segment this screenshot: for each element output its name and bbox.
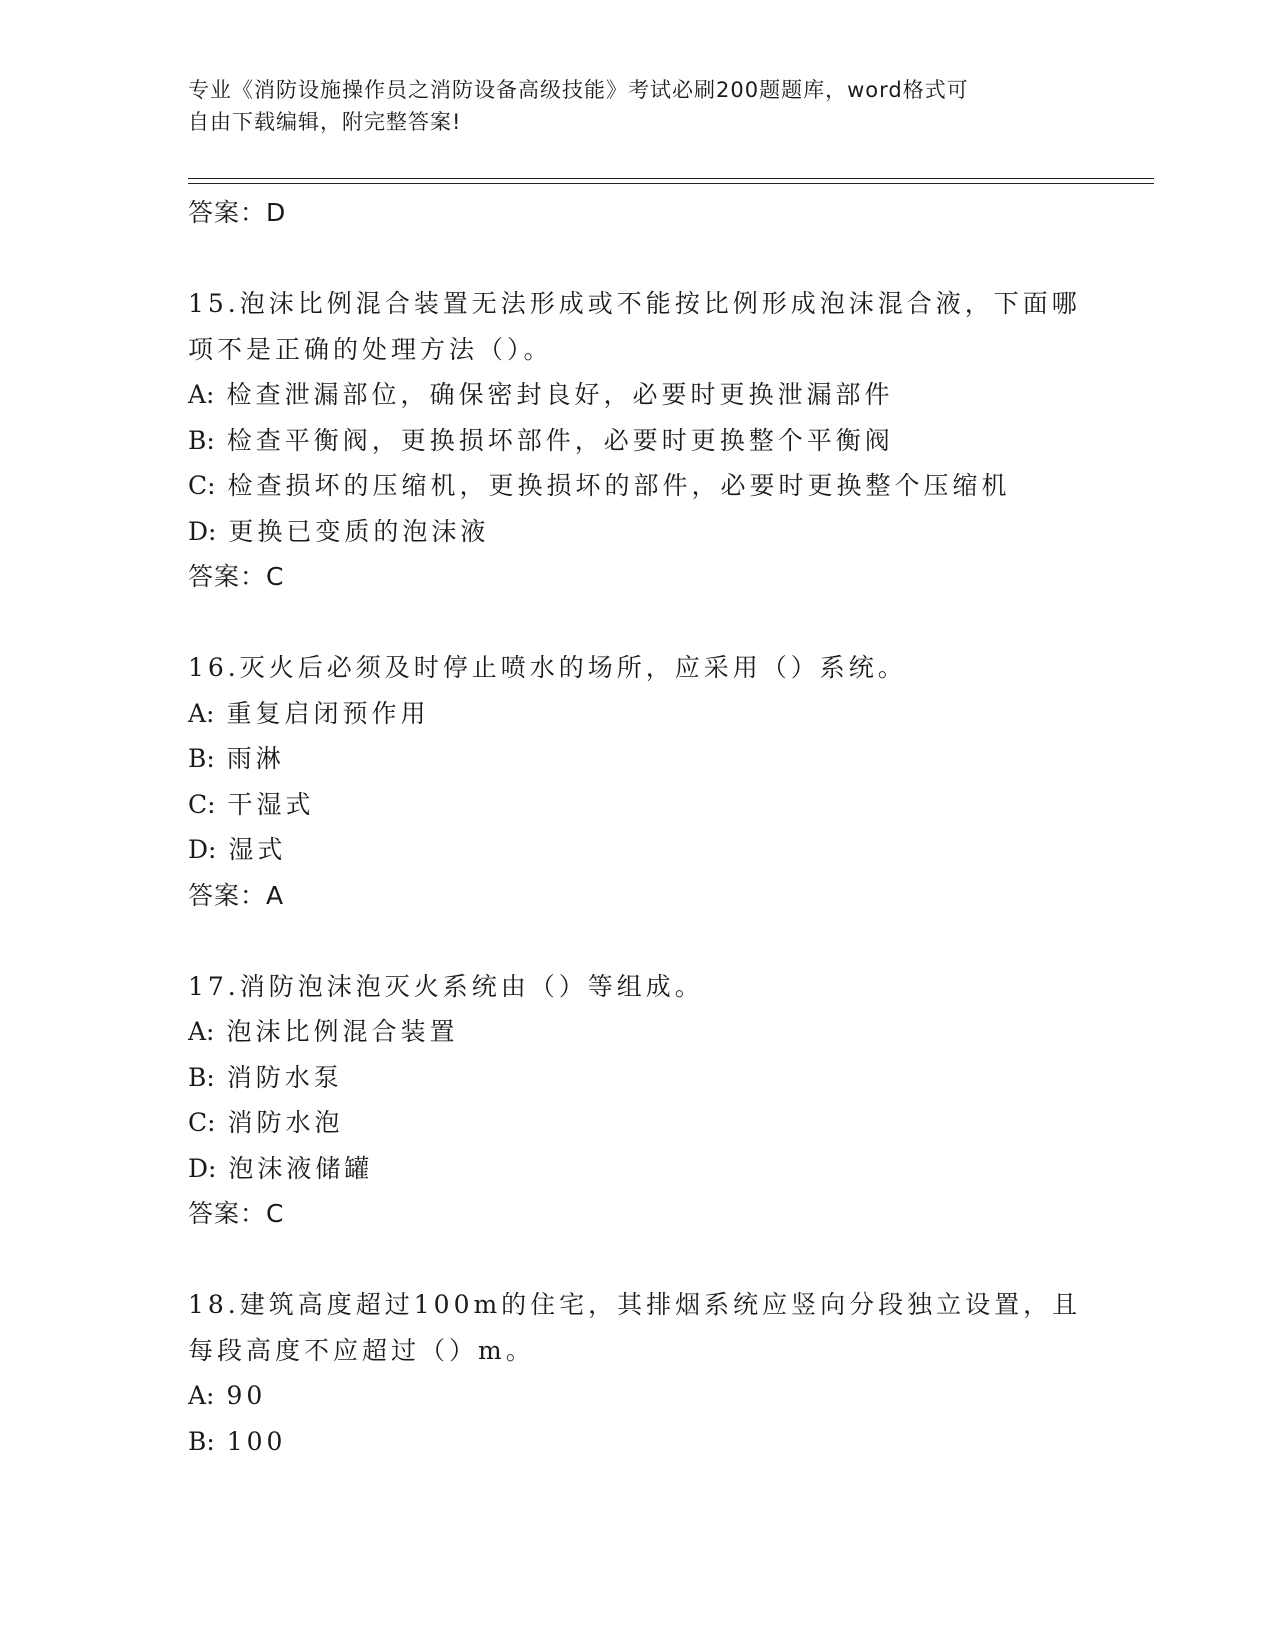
option-text: 泡沫液储罐 <box>228 1153 374 1183</box>
option-text: 雨淋 <box>226 744 285 773</box>
option-text: 消防水泵 <box>226 1062 343 1092</box>
header-line-2: 自由下载编辑，附完整答案! <box>188 110 462 134</box>
option-b <box>188 1055 1088 1101</box>
option-label: A: <box>188 698 215 728</box>
option-text: 90 <box>226 1381 267 1410</box>
option-label: B: <box>188 1062 215 1092</box>
option-b <box>188 1419 1088 1465</box>
option-label: C: <box>188 1108 216 1137</box>
option-a <box>188 1009 1088 1055</box>
answer-line: 答案：C <box>188 562 285 591</box>
option-b <box>188 736 1088 782</box>
option-text: 100 <box>226 1426 287 1456</box>
option-label: D: <box>188 1153 217 1183</box>
option-label: C: <box>188 789 216 819</box>
option-c <box>188 1100 1088 1146</box>
option-label: A: <box>188 380 215 409</box>
question-17 <box>188 964 1088 1238</box>
option-d <box>188 509 1088 555</box>
option-b <box>188 418 1088 464</box>
option-label: A: <box>188 1017 215 1046</box>
option-text: 检查平衡阀，更换损坏部件，必要时更换整个平衡阀 <box>226 425 894 455</box>
answer-line: 答案：C <box>188 1199 285 1228</box>
document-header <box>188 74 1088 138</box>
option-label: A: <box>188 1381 215 1410</box>
option-d <box>188 1146 1088 1192</box>
question-stem: 项不是正确的处理方法（）。 <box>188 334 553 364</box>
option-text: 检查损坏的压缩机，更换损坏的部件，必要时更换整个压缩机 <box>227 471 1011 500</box>
option-label: B: <box>188 425 215 455</box>
question-stem: 每段高度不应超过（）m。 <box>188 1335 535 1365</box>
question-list <box>188 190 1088 1464</box>
header-divider-top <box>188 178 1154 179</box>
option-text: 湿式 <box>228 835 287 864</box>
option-d <box>188 827 1088 873</box>
header-line-1: 专业《消防设施操作员之消防设备高级技能》考试必刷200题题库，word格式可 <box>188 78 969 102</box>
question-stem: 15.泡沫比例混合装置无法形成或不能按比例形成泡沫混合液，下面哪 <box>188 289 1081 318</box>
option-a <box>188 1373 1088 1419</box>
option-text: 检查泄漏部位，确保密封良好，必要时更换泄漏部件 <box>226 380 894 409</box>
previous-answer: 答案：D <box>188 198 287 227</box>
question-stem: 18.建筑高度超过100m的住宅，其排烟系统应竖向分段独立设置，且 <box>188 1290 1082 1319</box>
header-divider-bottom <box>188 183 1154 184</box>
option-label: D: <box>188 835 217 864</box>
option-text: 消防水泡 <box>227 1108 344 1137</box>
option-a <box>188 372 1088 418</box>
option-label: B: <box>188 744 215 773</box>
option-text: 更换已变质的泡沫液 <box>228 516 490 546</box>
option-label: C: <box>188 471 216 500</box>
question-15 <box>188 281 1088 600</box>
option-label: D: <box>188 516 217 546</box>
option-text: 泡沫比例混合装置 <box>226 1017 459 1046</box>
question-16 <box>188 645 1088 919</box>
option-text: 干湿式 <box>227 789 315 819</box>
option-a <box>188 691 1088 737</box>
question-18 <box>188 1282 1088 1464</box>
answer-line: 答案：A <box>188 880 285 910</box>
option-label: B: <box>188 1426 215 1456</box>
option-text: 重复启闭预作用 <box>226 698 430 728</box>
option-c <box>188 782 1088 828</box>
question-stem: 17.消防泡沫泡灭火系统由（）等组成。 <box>188 971 704 1001</box>
question-stem: 16.灭火后必须及时停止喷水的场所，应采用（）系统。 <box>188 653 907 682</box>
option-c <box>188 463 1088 509</box>
